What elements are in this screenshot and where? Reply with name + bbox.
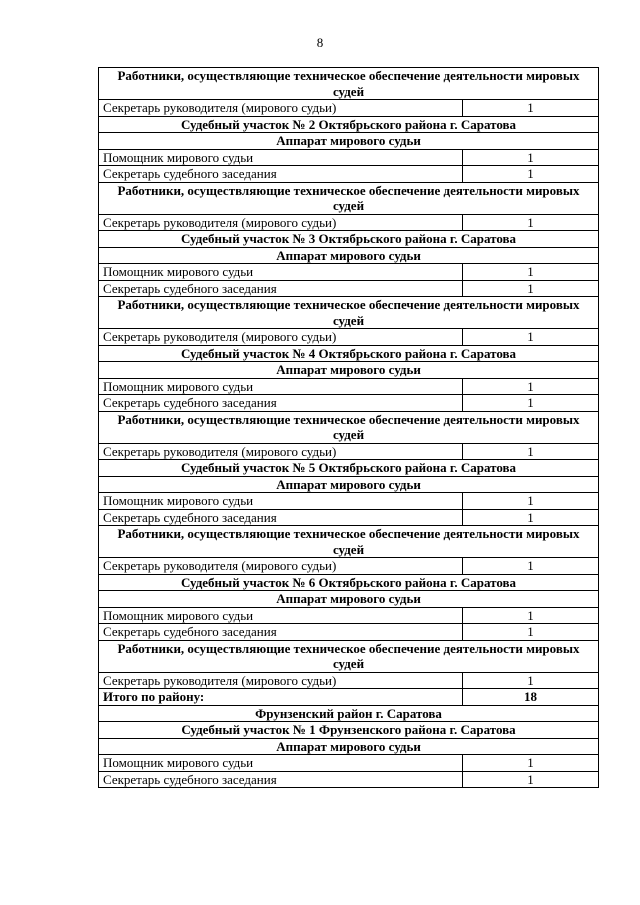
section-header-row: [99, 476, 599, 493]
position-name: Секретарь судебного заседания: [99, 509, 463, 526]
total-label: Итого по району:: [99, 689, 463, 706]
position-count: 1: [463, 672, 599, 689]
section-header-row: [99, 591, 599, 608]
position-count: 1: [463, 509, 599, 526]
position-name: Секретарь руководителя (мирового судьи): [99, 214, 463, 231]
position-count: 1: [463, 395, 599, 412]
position-count: 1: [463, 607, 599, 624]
position-count: 1: [463, 214, 599, 231]
position-count: 1: [463, 378, 599, 395]
section-header: Работники, осуществляющие техническое обеспечение деятельности мировых судей: [99, 526, 599, 558]
table-row: [99, 214, 599, 231]
section-header: Фрунзенский район г. Саратова: [99, 705, 599, 722]
position-name: Помощник мирового судьи: [99, 493, 463, 510]
table-row: [99, 493, 599, 510]
section-header-row: [99, 738, 599, 755]
staff-table: [98, 67, 599, 788]
section-header: Судебный участок № 3 Октябрьского района г. Саратова: [99, 231, 599, 248]
section-header: Работники, осуществляющие техническое обеспечение деятельности мировых судей: [99, 182, 599, 214]
table-row: [99, 166, 599, 183]
section-header-row: [99, 526, 599, 558]
position-name: Секретарь руководителя (мирового судьи): [99, 329, 463, 346]
position-name: Секретарь судебного заседания: [99, 395, 463, 412]
section-header-row: [99, 722, 599, 739]
section-header: Аппарат мирового судьи: [99, 738, 599, 755]
position-count: 1: [463, 755, 599, 772]
section-header-row: [99, 345, 599, 362]
position-count: 1: [463, 166, 599, 183]
position-name: Секретарь судебного заседания: [99, 771, 463, 788]
position-name: Секретарь руководителя (мирового судьи): [99, 100, 463, 117]
position-count: 1: [463, 329, 599, 346]
section-header-row: [99, 247, 599, 264]
section-header: Работники, осуществляющие техническое обеспечение деятельности мировых судей: [99, 640, 599, 672]
position-count: 1: [463, 624, 599, 641]
section-header-row: [99, 574, 599, 591]
section-header: Судебный участок № 5 Октябрьского района г. Саратова: [99, 460, 599, 477]
position-name: Помощник мирового судьи: [99, 149, 463, 166]
table-row: [99, 624, 599, 641]
section-header: Аппарат мирового судьи: [99, 591, 599, 608]
section-header-row: [99, 705, 599, 722]
table-row: [99, 378, 599, 395]
section-header: Судебный участок № 4 Октябрьского района г. Саратова: [99, 345, 599, 362]
position-name: Помощник мирового судьи: [99, 607, 463, 624]
section-header: Аппарат мирового судьи: [99, 247, 599, 264]
table-row: [99, 755, 599, 772]
section-header-row: [99, 182, 599, 214]
table-row: [99, 558, 599, 575]
total-row: [99, 689, 599, 706]
table-row: [99, 280, 599, 297]
position-count: 1: [463, 264, 599, 281]
table-row: [99, 509, 599, 526]
table-row: [99, 264, 599, 281]
section-header-row: [99, 362, 599, 379]
section-header-row: [99, 231, 599, 248]
section-header: Аппарат мирового судьи: [99, 362, 599, 379]
position-name: Секретарь руководителя (мирового судьи): [99, 443, 463, 460]
table-row: [99, 395, 599, 412]
position-name: Секретарь руководителя (мирового судьи): [99, 558, 463, 575]
section-header: Судебный участок № 6 Октябрьского района г. Саратова: [99, 574, 599, 591]
position-name: Секретарь судебного заседания: [99, 624, 463, 641]
page-number: 8: [316, 35, 324, 50]
table-row: [99, 443, 599, 460]
section-header: Судебный участок № 2 Октябрьского района г. Саратова: [99, 116, 599, 133]
section-header-row: [99, 297, 599, 329]
position-count: 1: [463, 493, 599, 510]
position-name: Секретарь судебного заседания: [99, 166, 463, 183]
position-name: Секретарь руководителя (мирового судьи): [99, 672, 463, 689]
section-header: Судебный участок № 1 Фрунзенского района г. Саратова: [99, 722, 599, 739]
table-row: [99, 607, 599, 624]
position-name: Секретарь судебного заседания: [99, 280, 463, 297]
section-header-row: [99, 640, 599, 672]
position-count: 1: [463, 280, 599, 297]
section-header-row: [99, 411, 599, 443]
position-count: 1: [463, 558, 599, 575]
section-header: Работники, осуществляющие техническое обеспечение деятельности мировых судей: [99, 411, 599, 443]
table-row: [99, 672, 599, 689]
section-header: Работники, осуществляющие техническое обеспечение деятельности мировых судей: [99, 297, 599, 329]
section-header: Аппарат мирового судьи: [99, 476, 599, 493]
section-header-row: [99, 68, 599, 100]
position-name: Помощник мирового судьи: [99, 378, 463, 395]
table-row: [99, 100, 599, 117]
table-row: [99, 149, 599, 166]
section-header-row: [99, 460, 599, 477]
table-row: [99, 771, 599, 788]
staff-table-body: [99, 68, 599, 788]
section-header: Работники, осуществляющие техническое обеспечение деятельности мировых судей: [99, 68, 599, 100]
section-header-row: [99, 116, 599, 133]
section-header: Аппарат мирового судьи: [99, 133, 599, 150]
position-name: Помощник мирового судьи: [99, 755, 463, 772]
position-count: 1: [463, 771, 599, 788]
position-count: 1: [463, 100, 599, 117]
total-count: 18: [463, 689, 599, 706]
table-row: [99, 329, 599, 346]
section-header-row: [99, 133, 599, 150]
position-name: Помощник мирового судьи: [99, 264, 463, 281]
position-count: 1: [463, 443, 599, 460]
position-count: 1: [463, 149, 599, 166]
